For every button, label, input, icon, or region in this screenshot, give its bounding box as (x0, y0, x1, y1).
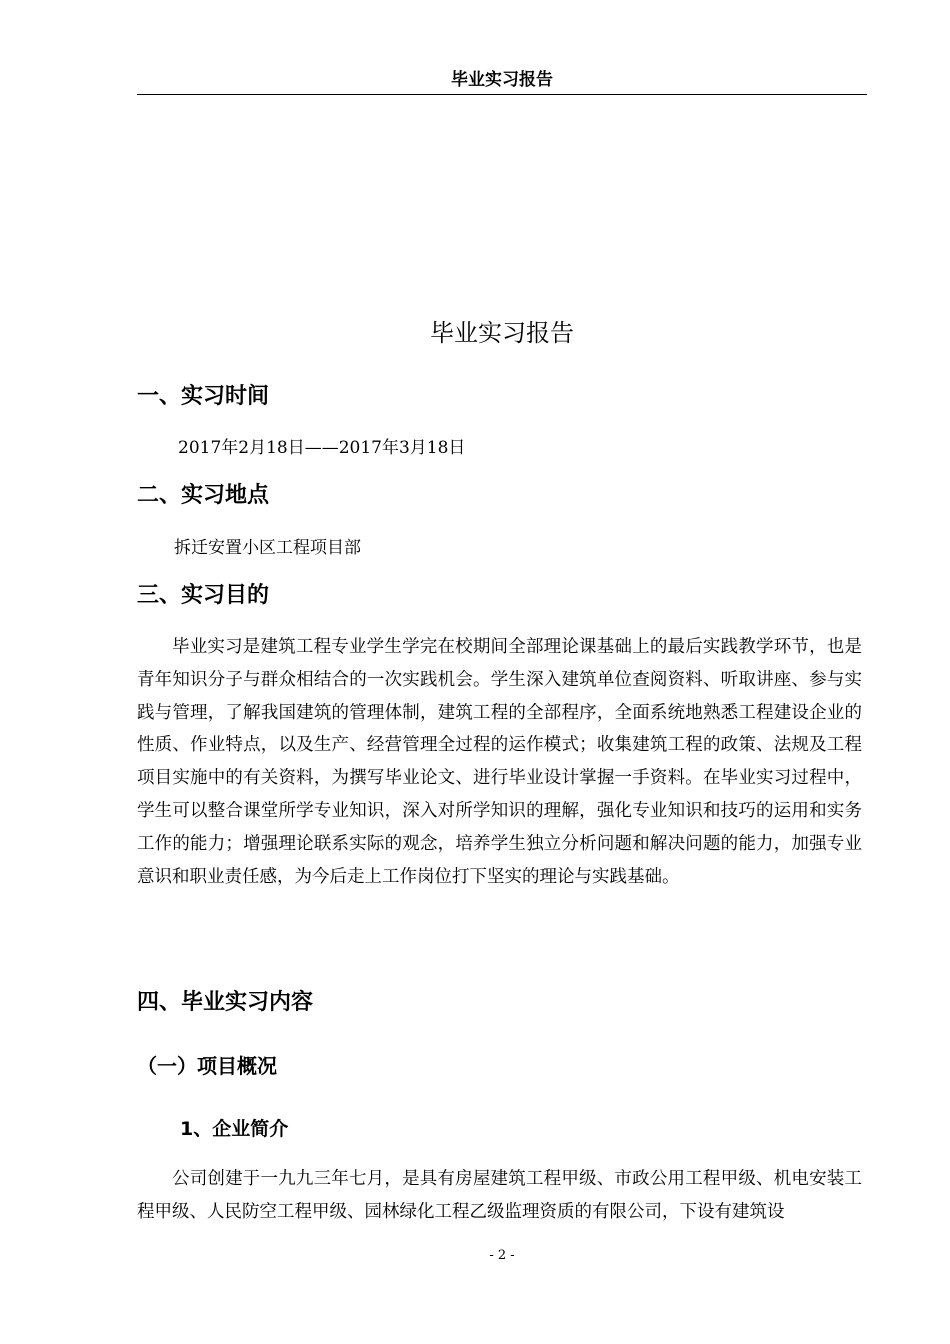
company-intro-paragraph: 公司创建于一九九三年七月，是具有房屋建筑工程甲级、市政公用工程甲级、机电安装工程甲级、人民防空工程甲级、园林绿化工程乙级监理资质的有限公司，下设有建筑设 (137, 1169, 862, 1222)
section-heading-location: 二、实习地点 (137, 483, 270, 508)
internship-time-text: 2017年2月18日——2017年3月18日 (178, 438, 466, 458)
internship-location-text: 拆迁安置小区工程项目部 (174, 538, 361, 558)
page-number: - 2 - (489, 1248, 515, 1263)
subsubsection-heading-company: 1、企业简介 (180, 1118, 289, 1140)
page-header: 毕业实习报告 (137, 68, 867, 95)
section-heading-content: 四、毕业实习内容 (137, 990, 314, 1015)
section-heading-purpose: 三、实习目的 (137, 583, 270, 608)
subsection-heading-overview: （一）项目概况 (137, 1054, 277, 1078)
document-title: 毕业实习报告 (430, 319, 574, 347)
purpose-paragraph: 毕业实习是建筑工程专业学生学完在校期间全部理论课基础上的最后实践教学环节，也是青年知识分子与群众相结合的一次实践机会。学生深入建筑单位查阅资料、听取讲座、参与实践与管理，了解我国建筑的管理体制，建筑工程的全部程序，全面系统地熟悉工程建设企业的性质、作业特点，以及生产、经营管理全过程的运作模式；收集建筑工程的政策、法规及工程项目实施中的有关资料，为撰写毕业论文、进行毕业设计掌握一手资料。在毕业实习过程中，学生可以整合课堂所学专业知识，深入对所学知识的理解，强化专业知识和技巧的运用和实务工作的能力；增强理论联系实际的观念，培养学生独立分析问题和解决问题的能力，加强专业意识和职业责任感，为今后走上工作岗位打下坚实的理论与实践基础。 (137, 637, 862, 887)
section-heading-time: 一、实习时间 (137, 384, 270, 409)
